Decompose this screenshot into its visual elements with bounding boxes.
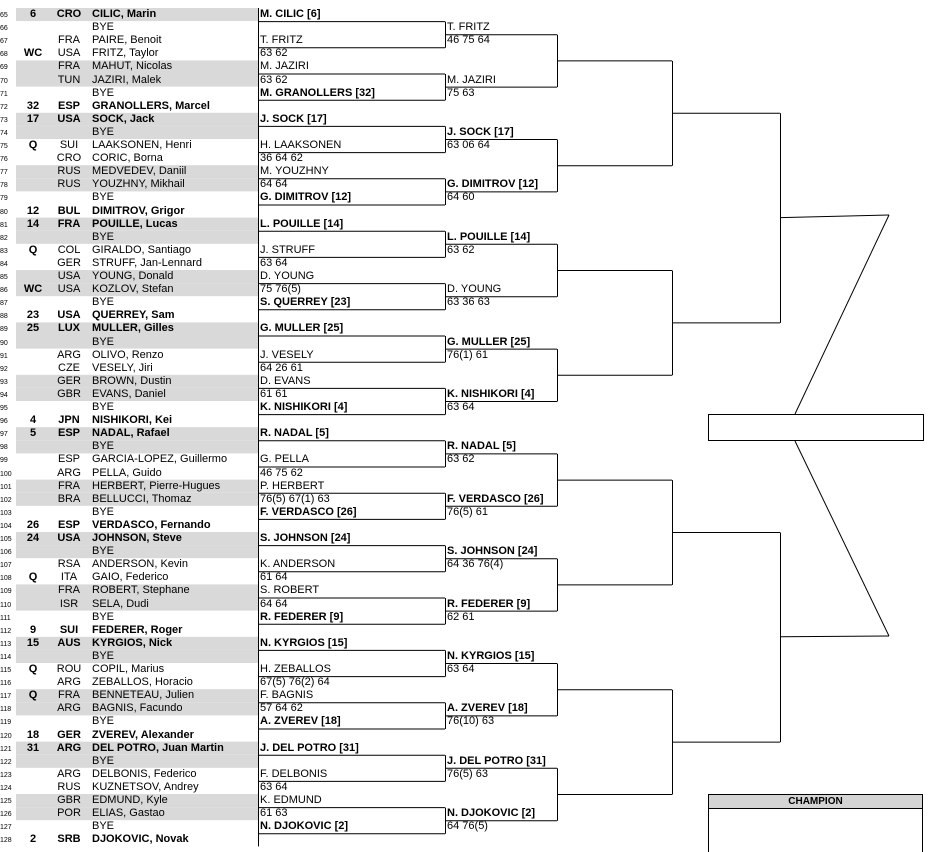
draw-position: 87 <box>0 300 8 308</box>
r3-winner: A. ZVEREV [18] <box>447 702 528 715</box>
player-name: BENNETEAU, Julien <box>92 689 195 702</box>
r2-winner: F. BAGNIS <box>260 689 314 702</box>
nation-code: ROU <box>56 663 82 675</box>
draw-position: 76 <box>0 156 8 164</box>
draw-position: 120 <box>0 732 12 740</box>
nation-code: SRB <box>57 833 81 846</box>
nation-code: POR <box>57 807 81 820</box>
r2-winner: D. EVANS <box>260 374 311 387</box>
nation-code: ESP <box>57 518 80 531</box>
draw-position: 69 <box>0 64 8 72</box>
r2-winner: S. QUERREY [23] <box>260 296 351 309</box>
nation-code: GBR <box>57 387 81 400</box>
nation-code: USA <box>57 532 81 544</box>
seed-label: Q <box>28 663 38 675</box>
nation-code: USA <box>57 309 81 322</box>
r2-winner: S. ROBERT <box>260 584 320 597</box>
player-name: LAAKSONEN, Henri <box>92 139 192 151</box>
seed-label: WC <box>23 283 43 296</box>
nation-code: SUI <box>59 623 79 636</box>
player-name: DEL POTRO, Juan Martin <box>92 741 224 754</box>
r3-score: 62 61 <box>447 610 475 623</box>
r2-winner: D. YOUNG <box>260 270 315 282</box>
r3-winner: J. DEL POTRO [31] <box>447 754 546 767</box>
r3-score: 75 63 <box>447 86 475 99</box>
draw-position: 109 <box>0 588 12 596</box>
nation-code: FRA <box>58 479 80 492</box>
r3-winner: G. DIMITROV [12] <box>447 178 539 191</box>
r2-winner: T. FRITZ <box>260 34 303 47</box>
seed-label: 17 <box>26 112 40 125</box>
r2-score: 64 64 <box>260 178 288 191</box>
draw-position: 73 <box>0 116 8 124</box>
r2-winner: J. VESELY <box>260 348 314 361</box>
draw-position: 65 <box>0 12 8 19</box>
draw-position: 66 <box>0 25 8 33</box>
entry-shade <box>16 126 258 139</box>
player-name: SELA, Dudi <box>92 597 149 610</box>
player-name: BYE <box>92 335 115 348</box>
r2-score: 63 62 <box>260 47 288 60</box>
draw-position: 83 <box>0 247 8 255</box>
r2-winner: R. FEDERER [9] <box>260 610 344 623</box>
nation-code: RUS <box>57 780 81 793</box>
draw-position: 93 <box>0 378 8 386</box>
draw-position: 89 <box>0 326 8 334</box>
nation-code: FRA <box>58 34 80 47</box>
r2-score: 36 64 62 <box>260 152 303 165</box>
player-name: BYE <box>92 125 115 138</box>
draw-position: 90 <box>0 339 8 347</box>
r2-score: 46 75 62 <box>260 466 303 479</box>
champion-label: CHAMPION <box>709 795 922 809</box>
seed-label: 31 <box>26 741 40 754</box>
player-name: BROWN, Dustin <box>92 374 172 387</box>
seed-label: 9 <box>29 623 37 636</box>
nation-code: USA <box>57 270 81 282</box>
player-name: NISHIKORI, Kei <box>92 414 173 427</box>
entry-shade <box>16 650 258 663</box>
seed-label: 4 <box>29 414 37 427</box>
draw-position: 74 <box>0 129 8 137</box>
nation-code: ARG <box>57 466 81 479</box>
r2-score: 57 64 62 <box>260 702 303 715</box>
r3-winner: G. MULLER [25] <box>447 335 531 348</box>
player-name: SOCK, Jack <box>92 112 155 125</box>
seed-label: Q <box>28 689 38 702</box>
draw-position: 126 <box>0 811 12 819</box>
draw-position: 82 <box>0 234 8 242</box>
r3-winner: S. JOHNSON [24] <box>447 545 538 558</box>
seed-label: 24 <box>26 532 40 544</box>
nation-code: BUL <box>57 204 81 217</box>
final-box <box>709 415 924 441</box>
player-name: BYE <box>92 649 115 662</box>
nation-code: GER <box>57 374 81 387</box>
r3-score: 63 62 <box>447 243 475 256</box>
seed-label: 18 <box>26 728 40 741</box>
player-name: BYE <box>92 545 115 558</box>
nation-code: ARG <box>57 348 81 361</box>
player-name: BYE <box>92 610 115 623</box>
seed-label: 26 <box>26 518 40 531</box>
player-name: ANDERSON, Kevin <box>92 558 188 571</box>
r3-score: 63 36 63 <box>447 296 490 309</box>
nation-code: AUS <box>57 636 81 649</box>
nation-code: SUI <box>59 139 79 151</box>
draw-position: 72 <box>0 103 8 111</box>
draw-position: 86 <box>0 287 8 295</box>
r3-winner: N. KYRGIOS [15] <box>447 649 535 662</box>
r2-score: 67(5) 76(2) 64 <box>260 676 330 689</box>
r3-winner: D. YOUNG <box>447 283 502 296</box>
r2-winner: K. EDMUND <box>260 794 322 806</box>
r2-score: 64 26 61 <box>260 361 303 374</box>
champion-box <box>708 794 923 852</box>
r3-winner: L. POUILLE [14] <box>447 230 531 243</box>
r2-winner: N. DJOKOVIC [2] <box>260 820 349 833</box>
r3-winner: T. FRITZ <box>447 21 490 34</box>
draw-position: 70 <box>0 77 8 85</box>
seed-label: 5 <box>29 427 37 440</box>
r3-score: 64 36 76(4) <box>447 558 504 571</box>
player-name: HERBERT, Pierre-Hugues <box>92 479 221 492</box>
r3-winner: R. NADAL [5] <box>447 440 516 453</box>
draw-position: 118 <box>0 706 12 714</box>
r2-winner: S. JOHNSON [24] <box>260 532 351 544</box>
player-name: MULLER, Gilles <box>92 322 174 335</box>
draw-position: 103 <box>0 509 12 517</box>
draw-position: 128 <box>0 837 12 845</box>
draw-position: 85 <box>0 274 8 281</box>
r2-winner: K. ANDERSON <box>260 558 336 571</box>
r2-winner: L. POUILLE [14] <box>260 217 344 230</box>
nation-code: GER <box>57 256 81 269</box>
player-name: CORIC, Borna <box>92 152 163 165</box>
draw-position: 77 <box>0 169 8 177</box>
player-name: CILIC, Marin <box>92 8 157 20</box>
draw-position: 81 <box>0 221 8 229</box>
seed-label: WC <box>23 47 43 60</box>
seed-label: 2 <box>29 833 37 846</box>
draw-position: 113 <box>0 640 12 648</box>
nation-code: COL <box>57 243 81 256</box>
player-name: GARCIA-LOPEZ, Guillermo <box>92 453 228 466</box>
draw-position: 104 <box>0 522 12 530</box>
r3-winner: K. NISHIKORI [4] <box>447 387 535 400</box>
player-name: BYE <box>92 21 115 34</box>
nation-code: RUS <box>57 178 81 191</box>
player-name: NADAL, Rafael <box>92 427 170 440</box>
player-name: JAZIRI, Malek <box>92 73 162 86</box>
nation-code: ARG <box>57 767 81 780</box>
r2-winner: F. VERDASCO [26] <box>260 505 357 518</box>
r2-score: 61 64 <box>260 571 288 584</box>
player-name: DELBONIS, Federico <box>92 767 197 780</box>
r2-winner: N. KYRGIOS [15] <box>260 636 348 649</box>
draw-position: 111 <box>0 614 11 622</box>
r2-winner: J. SOCK [17] <box>260 112 327 125</box>
r2-winner: M. JAZIRI <box>260 60 309 73</box>
seed-label: Q <box>28 571 38 584</box>
r2-winner: M. YOUZHNY <box>260 165 329 178</box>
player-name: BELLUCCI, Thomaz <box>92 492 192 505</box>
draw-position: 117 <box>0 693 12 701</box>
r2-winner: G. MULLER [25] <box>260 322 344 335</box>
draw-position: 100 <box>0 470 12 478</box>
nation-code: USA <box>57 283 81 296</box>
player-name: OLIVO, Renzo <box>92 348 164 361</box>
player-name: COPIL, Marius <box>92 663 165 675</box>
draw-position: 124 <box>0 784 12 792</box>
r3-score: 63 06 64 <box>447 139 490 151</box>
player-name: GRANOLLERS, Marcel <box>92 99 210 112</box>
player-name: GAIO, Federico <box>92 571 169 584</box>
r3-score: 46 75 64 <box>447 34 490 47</box>
player-name: BYE <box>92 401 115 413</box>
r2-winner: M. CILIC [6] <box>260 8 321 20</box>
draw-position: 110 <box>0 601 12 609</box>
nation-code: CRO <box>56 152 82 165</box>
r2-score: 61 61 <box>260 387 288 400</box>
player-name: FEDERER, Roger <box>92 623 183 636</box>
r2-winner: H. LAAKSONEN <box>260 139 342 151</box>
draw-position: 98 <box>0 444 8 452</box>
r3-winner: N. DJOKOVIC [2] <box>447 807 536 820</box>
draw-position: 97 <box>0 431 8 439</box>
r3-score: 76(10) 63 <box>447 715 495 728</box>
draw-position: 68 <box>0 51 8 59</box>
player-name: BYE <box>92 715 115 728</box>
nation-code: RUS <box>57 165 81 178</box>
draw-position: 75 <box>0 143 8 150</box>
nation-code: GBR <box>57 794 81 806</box>
player-name: BYE <box>92 440 115 453</box>
player-name: YOUNG, Donald <box>92 270 174 282</box>
draw-position: 79 <box>0 195 8 203</box>
r2-winner: R. NADAL [5] <box>260 427 329 440</box>
draw-position: 80 <box>0 208 8 216</box>
seed-label: 23 <box>26 309 40 322</box>
r3-score: 64 60 <box>447 191 475 204</box>
r3-score: 63 64 <box>447 401 475 413</box>
player-name: DIMITROV, Grigor <box>92 204 185 217</box>
nation-code: FRA <box>57 217 81 230</box>
r2-score: 64 64 <box>260 597 288 610</box>
seed-label: 32 <box>26 99 40 112</box>
draw-position: 78 <box>0 182 8 190</box>
nation-code: ESP <box>57 99 80 112</box>
nation-code: ESP <box>57 427 80 440</box>
nation-code: ARG <box>57 676 81 689</box>
draw-position: 99 <box>0 457 8 465</box>
player-name: ELIAS, Gastao <box>92 807 165 820</box>
player-name: EVANS, Daniel <box>92 387 166 400</box>
draw-position: 115 <box>0 667 12 674</box>
entry-shade <box>16 545 258 558</box>
nation-code: USA <box>57 47 81 60</box>
player-name: KYRGIOS, Nick <box>92 636 173 649</box>
player-name: STRUFF, Jan-Lennard <box>92 256 203 269</box>
r3-winner: R. FEDERER [9] <box>447 597 531 610</box>
r3-score: 63 64 <box>447 663 475 675</box>
draw-position: 127 <box>0 824 12 832</box>
draw-position: 92 <box>0 365 8 373</box>
r2-winner: G. DIMITROV [12] <box>260 191 352 204</box>
r2-score: 61 63 <box>260 807 288 820</box>
draw-position: 106 <box>0 549 12 557</box>
r3-score: 63 62 <box>447 453 475 466</box>
draw-position: 67 <box>0 38 8 46</box>
r2-score: 63 62 <box>260 73 288 86</box>
seed-label: Q <box>28 139 38 151</box>
player-name: DJOKOVIC, Novak <box>92 833 189 846</box>
player-name: FRITZ, Taylor <box>92 47 159 60</box>
nation-code: FRA <box>58 689 80 702</box>
r3-score: 64 76(5) <box>447 820 488 833</box>
player-name: KOZLOV, Stefan <box>92 283 174 296</box>
entry-shade <box>16 336 258 349</box>
draw-position: 108 <box>0 575 12 583</box>
nation-code: ISR <box>59 597 79 610</box>
seed-label: Q <box>28 243 38 256</box>
player-name: EDMUND, Kyle <box>92 794 168 806</box>
player-name: PELLA, Guido <box>92 466 162 479</box>
sf-slant <box>795 215 889 414</box>
player-name: KUZNETSOV, Andrey <box>92 780 199 793</box>
r2-winner: J. DEL POTRO [31] <box>260 741 359 754</box>
seed-label: 14 <box>26 217 40 230</box>
player-name: POUILLE, Lucas <box>92 217 178 230</box>
draw-position: 119 <box>0 719 12 727</box>
r2-winner: J. STRUFF <box>260 243 315 256</box>
player-name: BYE <box>92 296 115 309</box>
nation-code: LUX <box>58 322 80 335</box>
player-name: BYE <box>92 191 115 204</box>
r3-score: 76(1) 61 <box>447 348 488 361</box>
r3-winner: J. SOCK [17] <box>447 125 514 138</box>
draw-position: 101 <box>0 483 12 491</box>
r2-winner: K. NISHIKORI [4] <box>260 401 348 413</box>
entry-shade <box>16 440 258 453</box>
r2-score: 76(5) 67(1) 63 <box>260 492 330 505</box>
player-name: JOHNSON, Steve <box>92 532 182 544</box>
r3-score: 76(5) 61 <box>447 505 488 518</box>
nation-code: ARG <box>56 741 82 754</box>
player-name: QUERREY, Sam <box>92 309 175 322</box>
nation-code: JPN <box>58 414 80 427</box>
seed-label: 6 <box>29 8 37 20</box>
sf-slant <box>781 215 890 218</box>
r2-score: 75 76(5) <box>260 283 301 296</box>
entry-shade <box>16 231 258 244</box>
sf-slant <box>795 441 889 636</box>
nation-code: CRO <box>56 8 82 20</box>
nation-code: ARG <box>57 702 81 715</box>
draw-position: 71 <box>0 90 8 98</box>
sf-slant <box>781 636 890 637</box>
draw-position: 96 <box>0 418 8 426</box>
nation-code: ITA <box>60 571 78 584</box>
draw-position: 122 <box>0 758 12 766</box>
player-name: MEDVEDEV, Daniil <box>92 165 187 178</box>
player-name: VERDASCO, Fernando <box>92 518 211 531</box>
r3-score: 76(5) 63 <box>447 767 488 780</box>
r2-score: 63 64 <box>260 780 288 793</box>
player-name: BYE <box>92 820 115 833</box>
player-name: ROBERT, Stephane <box>92 584 190 597</box>
player-name: ZEBALLOS, Horacio <box>92 676 193 689</box>
r2-winner: F. DELBONIS <box>260 767 328 780</box>
nation-code: CZE <box>58 361 80 374</box>
draw-position: 84 <box>0 260 8 268</box>
draw-position: 121 <box>0 745 12 753</box>
draw-position: 116 <box>0 680 12 688</box>
draw-position: 114 <box>0 653 12 661</box>
nation-code: TUN <box>57 73 81 86</box>
seed-label: 12 <box>26 204 40 217</box>
r3-winner: F. VERDASCO [26] <box>447 492 544 505</box>
seed-label: 25 <box>26 322 40 335</box>
nation-code: RSA <box>57 558 81 571</box>
r2-score: 63 64 <box>260 256 288 269</box>
r2-winner: H. ZEBALLOS <box>260 663 331 675</box>
draw-position: 125 <box>0 798 12 805</box>
r2-winner: A. ZVEREV [18] <box>260 715 341 728</box>
player-name: BYE <box>92 505 115 518</box>
player-name: MAHUT, Nicolas <box>92 60 173 73</box>
seed-label: 15 <box>26 636 40 649</box>
player-name: YOUZHNY, Mikhail <box>92 178 185 191</box>
nation-code: BRA <box>57 492 81 505</box>
draw-position: 88 <box>0 313 8 321</box>
nation-code: FRA <box>58 584 80 597</box>
r2-winner: P. HERBERT <box>260 479 325 492</box>
draw-position: 112 <box>0 627 12 635</box>
draw-position: 94 <box>0 391 8 399</box>
r2-winner: M. GRANOLLERS [32] <box>260 86 375 99</box>
r3-winner: M. JAZIRI <box>447 73 496 86</box>
player-name: ZVEREV, Alexander <box>92 728 194 741</box>
nation-code: USA <box>57 112 81 125</box>
player-name: VESELY, Jiri <box>92 361 153 374</box>
draw-position: 105 <box>0 536 12 543</box>
player-name: BYE <box>92 86 115 99</box>
draw-position: 91 <box>0 352 8 360</box>
r2-winner: G. PELLA <box>260 453 309 466</box>
player-name: GIRALDO, Santiago <box>92 243 192 256</box>
draw-position: 123 <box>0 771 12 779</box>
player-name: PAIRE, Benoit <box>92 34 162 47</box>
draw-position: 107 <box>0 562 12 570</box>
player-name: BYE <box>92 754 115 767</box>
nation-code: FRA <box>58 60 80 73</box>
nation-code: ESP <box>57 453 80 466</box>
entry-shade <box>16 755 258 768</box>
player-name: BYE <box>92 230 115 243</box>
nation-code: GER <box>57 728 81 741</box>
player-name: BAGNIS, Facundo <box>92 702 183 715</box>
draw-position: 102 <box>0 496 12 504</box>
draw-position: 95 <box>0 405 8 412</box>
